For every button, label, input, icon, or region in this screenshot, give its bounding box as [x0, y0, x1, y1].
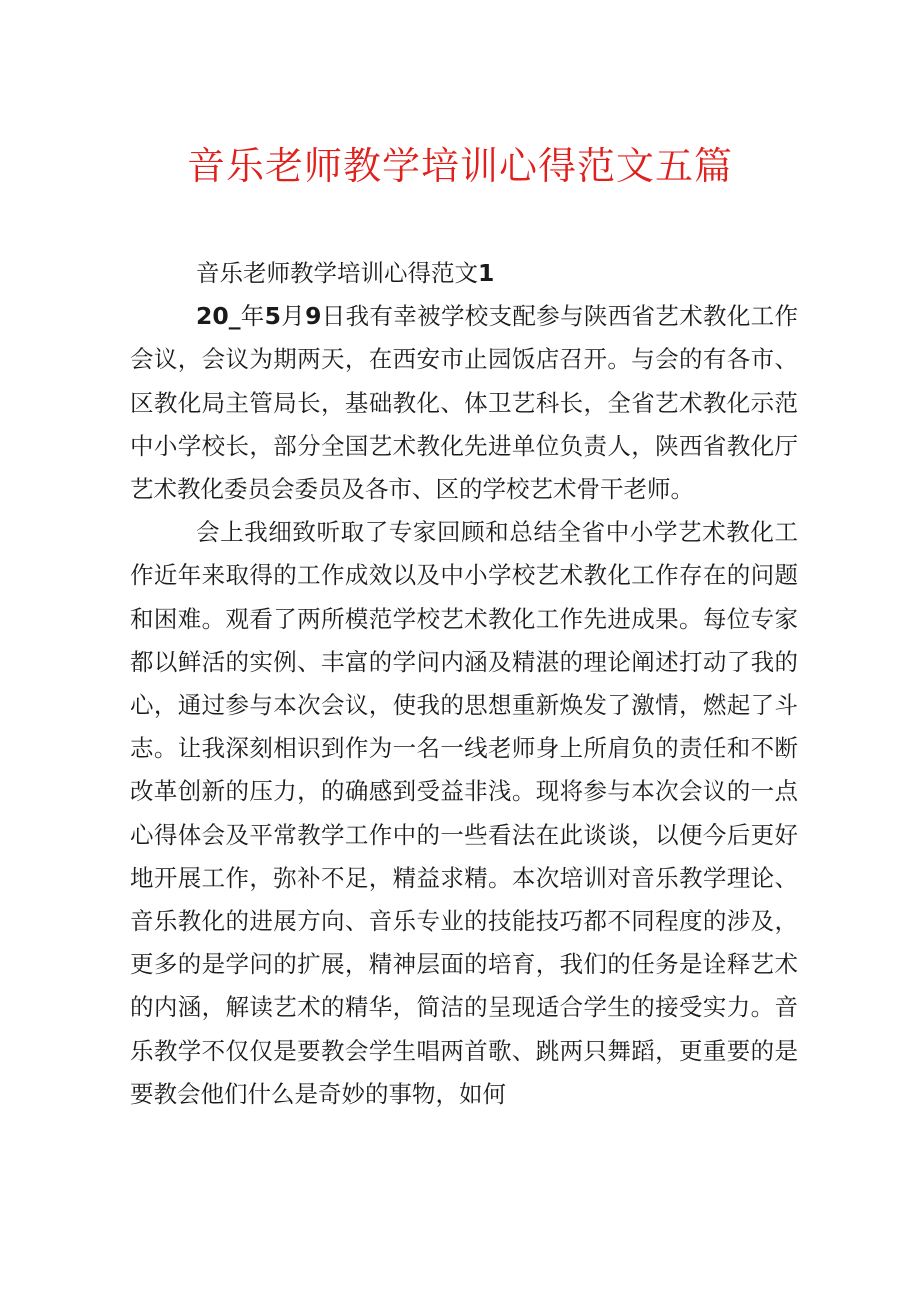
date-day: 9 — [305, 302, 322, 331]
date-month-unit: 月 — [280, 302, 306, 331]
paragraph-1 — [130, 295, 798, 511]
date-year-unit: 年 — [240, 302, 265, 331]
paragraph-2: 会上我细致听取了专家回顾和总结全省中小学艺术教化工作近年来取得的工作成效以及中小学校艺术教化工作存在的问题和困难。观看了两所模范学校艺术教化工作先进成果。每位专家都以鲜活的实例、丰富的学问内涵及精湛的理论阐述打动了我的心，通过参与本次会议，使我的思想重新焕发了激情，燃起了斗志。让我深刻相识到作为一名一线老师身上所肩负的责任和不断改革创新的压力，的确感到受益非浅。现将参与本次会议的一点心得体会及平常教学工作中的一些看法在此谈谈，以便今后更好地开展工作，弥补不足，精益求精。本次培训对音乐教学理论、音乐教化的进展方向、音乐专业的技能技巧都不同程度的涉及，更多的是学问的扩展，精神层面的培育，我们的任务是诠释艺术的内涵，解读艺术的精华，简洁的呈现适合学生的接受实力。音乐教学不仅仅是要教会学生唱两首歌、跳两只舞蹈，更重要的是要教会他们什么是奇妙的事物，如何 — [130, 518, 798, 1108]
section-heading-number: 1 — [478, 259, 495, 287]
paragraph-1-text: 日我有幸被学校支配参与陕西省艺术教化工作会议，会议为期两天，在西安市止园饭店召开。与会的有各市、区教化局主管局长，基础教化、体卫艺科长，全省艺术教化示范中小学校长，部分全国艺术教化先进单位负责人，陕西省教化厅艺术教化委员会委员及各市、区的学校艺术骨干老师。 — [130, 302, 799, 504]
date-month: 5 — [264, 302, 281, 331]
document-title: 音乐老师教学培训心得范文五篇 — [186, 144, 733, 188]
section-heading-text: 音乐老师教学培训心得范文 — [196, 259, 478, 287]
date-year: 20_ — [196, 302, 241, 331]
document-body — [130, 252, 798, 1116]
section-heading — [130, 252, 798, 295]
